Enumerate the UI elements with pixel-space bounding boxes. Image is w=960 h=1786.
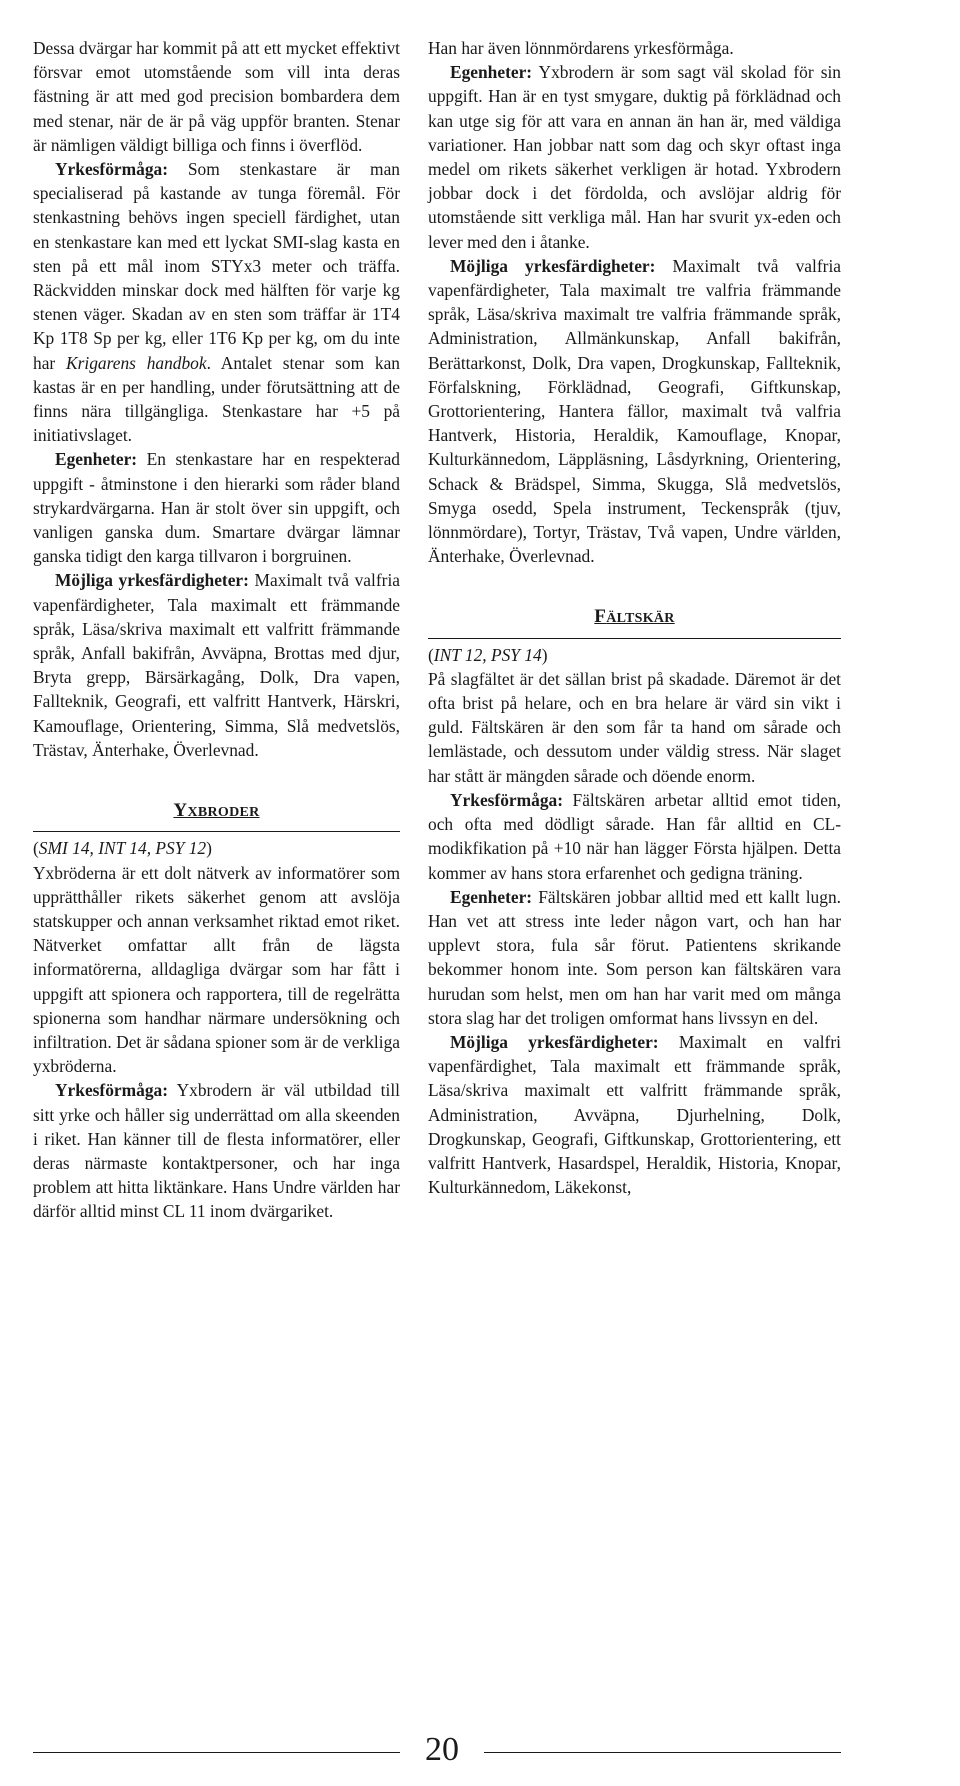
heading-rule — [33, 831, 400, 832]
paragraph: Möjliga yrkesfärdigheter: Maximalt två valfria vapenfärdigheter, Tala maximalt ett främmande språk, Läsa/skriva maximalt ett valfritt främmande språk, Anfall bakifrån, Avväpna, Brottas med djur, Bryta grepp, Bärsärkagång, Dolk, Dra vapen, Fallteknik, Geografi, ett valfritt Hantverk, Härskri, Kamouflage, Orientering, Simma, Slå medvetslös, Trästav, Änterhake, Överlevnad. — [33, 570, 400, 760]
left-column — [33, 36, 400, 1224]
label: Möjliga yrkesfärdigheter: — [55, 570, 249, 591]
label: Möjliga yrkesfärdigheter: — [450, 1031, 659, 1052]
label: Yrkesförmåga: — [55, 159, 169, 180]
label: Egenheter: — [450, 886, 533, 907]
stats-line: (SMI 14, INT 14, PSY 12) — [33, 838, 212, 859]
paragraph: Möjliga yrkesfärdigheter: Maximalt en valfri vapenfärdighet, Tala maximalt ett främmande språk, Läsa/skriva maximalt ett valfritt främmande språk, Administration, Avväpna, Djurhelning, Dolk, Drogkunskap, Geografi, Giftkunskap, Grottorientering, ett valfritt Hantverk, Hasardspel, Heraldik, Historia, Knopar, Kulturkännedom, Läkekonst, — [428, 1031, 841, 1198]
label: Möjliga yrkesfärdigheter: — [450, 255, 656, 276]
right-column — [428, 36, 841, 1199]
heading-rule — [428, 638, 841, 639]
paragraph: Möjliga yrkesfärdigheter: Maximalt två valfria vapenfärdigheter, Tala maximalt tre valfria främmande språk, Läsa/skriva maximalt tre valfria främmande språk, Administration, Allmänkunskap, Anfall bakifrån, Berättarkonst, Dolk, Dra vapen, Drogkunskap, Fallteknik, Förfalskning, Förklädnad, Geografi, Giftkunskap, Grottorientering, Hantera fällor, maximalt två valfria Hantverk, Historia, Heraldik, Kamouflage, Knopar, Kulturkännedom, Läppläsning, Låsdyrkning, Orientering, Schack & Brädspel, Simma, Skugga, Slå medvetslös, Smyga osedd, Spela instrument, Teckenspråk (tjuv, lönnmördare), Tortyr, Trästav, Två vapen, Undre världen, Änterhake, Överlevnad. — [428, 255, 841, 567]
paragraph: Yxbröderna är ett dolt nätverk av informatörer som upprätthåller rikets säkerhet genom att avslöja statskupper och annan verksamhet riktad emot riket. Nätverket omfattar allt från de lägsta informatörerna, alldagliga dvärgar som har fått i uppgift att spionera och rapportera, till de regelrätta spionerna som handhar närmare undersökning och infiltration. Det är sådana spioner som är de verkliga yxbröderna. — [33, 862, 400, 1077]
spacer — [33, 762, 400, 798]
paragraph: Dessa dvärgar har kommit på att ett mycket effektivt försvar emot utomstående som vill inta deras fästning är att med god precision bombardera dem med stenar, när de är på väg uppför branten. Stenar är nämligen väldigt billiga och finns i överflöd. — [33, 38, 400, 155]
paragraph: Han har även lönnmördarens yrkesförmåga. — [428, 38, 734, 58]
paragraph: Yrkesförmåga: Yxbrodern är väl utbildad till sitt yrke och håller sig underrättad om alla skeenden i riket. Han känner till de flesta informatörer, eller deras närmaste kontaktpersoner, och har inga problem att hitta liktänkare. Hans Undre världen har därför alltid minst CL 11 inom dvärgariket. — [33, 1080, 400, 1222]
section-heading-yxbroder: YXBRODER — [173, 800, 260, 822]
stats-line: (INT 12, PSY 14) — [428, 644, 548, 665]
book-title: Krigarens handbok — [66, 352, 207, 373]
paragraph: Yrkesförmåga: Fältskären arbetar alltid emot tiden, och ofta med dödligt sårade. Han får alltid en CL-modikfikation på +10 när han lägger Första hjälpen. Detta kommer av hans stora erfarenhet och gedigna träning. — [428, 789, 841, 883]
label: Egenheter: — [450, 62, 533, 83]
label: Yrkesförmåga: — [450, 789, 564, 810]
paragraph: Egenheter: Fältskären jobbar alltid med ett kallt lugn. Han vet att stress inte leder någon vart, och han har upplevt stora, fula sår förut. Patientens skrikande bekommer honom inte. Som person kan fältskären vara hurudan som helst, men om han har varit med om många stora slag har det troligen omformat hans livssyn en del. — [428, 886, 841, 1028]
paragraph: Yrkesförmåga: Som stenkastare är man specialiserad på kastande av tunga föremål. För stenkastning behövs ingen speciell färdighet, utan en stenkastare kan med ett lyckat SMI-slag kasta en sten på ett mål inom STYx3 meter och träffa. Räckvidden minskar dock med hälften för varje kg stenen väger. Skadan av en sten som träffar är 1T4 Kp 1T8 Sp per kg, eller 1T6 Kp per kg, om du inte har Krigarens handbok. Antalet stenar som kan kastas är en per handling, under förutsättning att de finns nära tillgängliga. Stenkastare har +5 på initiativslaget. — [33, 159, 400, 446]
page-number: 20 — [400, 1730, 484, 1770]
paragraph: Egenheter: Yxbrodern är som sagt väl skolad för sin uppgift. Han är en tyst smygare, duktig på förklädnad och kan utge sig för att vara en annan än han är, med väldiga variationer. Han jobbar natt som dag och skyr oftast inga medel om rikets säkerhet verkligen är hotad. Yxbrodern jobbar dock i det fördolda, och avslöjar aldrig för utomstående sitt verkliga mål. Han har svurit yx-eden och lever med den i åtanke. — [428, 62, 841, 252]
label: Yrkesförmåga: — [55, 1080, 169, 1101]
paragraph: Egenheter: En stenkastare har en respekterad uppgift - åtminstone i den hierarki som råder bland strykardvärgarna. Han är stolt över sin uppgift, och vanligen ganska dum. Smartare dvärgar lämnar ganska tidigt den karga tillvaron i borgruinen. — [33, 449, 400, 567]
paragraph: På slagfältet är det sällan brist på skadade. Däremot är det ofta brist på helare, och en bra helare är värd sin vikt i guld. Fältskären är den som får ta hand om sårade och lemlästade, och dessutom under väldig stress. När slaget har stått är mängden sårade och döende enorm. — [428, 668, 841, 786]
label: Egenheter: — [55, 449, 138, 470]
spacer — [428, 568, 841, 604]
section-heading-faltskar: FÄLTSKÄR — [594, 606, 675, 628]
